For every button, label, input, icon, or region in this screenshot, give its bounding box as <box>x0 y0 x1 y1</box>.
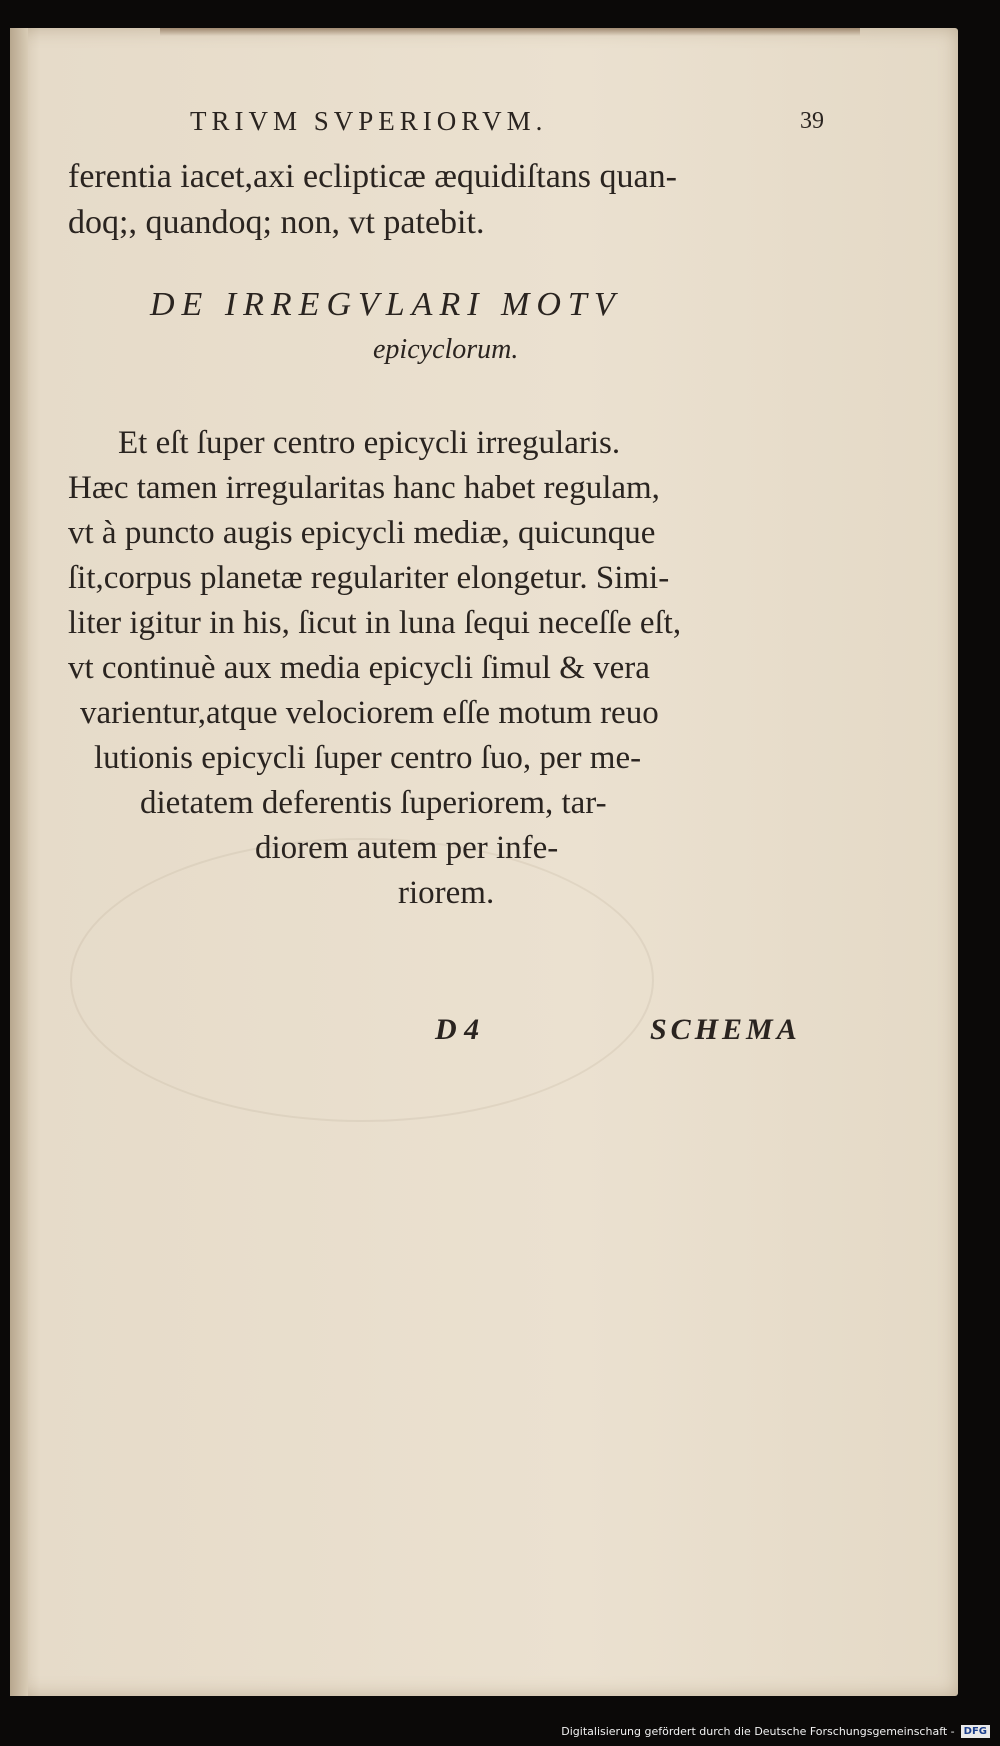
body-line: ſit,corpus planetæ regulariter elongetur. Simi- <box>68 560 670 596</box>
body-line: liter igitur in his, ſicut in luna ſequi neceſſe eſt, <box>68 605 682 641</box>
text-line: ferentia iacet,axi eclipticæ æquidiſtans quan- <box>68 158 677 195</box>
body-line: diorem autem per infe- <box>255 830 559 866</box>
catchword: SCHEMA <box>650 1013 801 1046</box>
body-line: vt à puncto augis epicycli mediæ, quicunque <box>68 515 656 551</box>
dfg-logo-icon: DFG <box>961 1725 990 1738</box>
body-line: lutionis epicycli ſuper centro ſuo, per me- <box>94 740 642 776</box>
page-number: 39 <box>800 108 824 134</box>
show-through-circle <box>70 838 654 1122</box>
page-gutter-edge <box>10 28 28 1696</box>
top-edge-stain <box>160 28 860 36</box>
body-line: vt continuè aux media epicycli ſimul & vera <box>68 650 650 686</box>
digitization-footer <box>561 1725 990 1738</box>
section-heading: DE IRREGVLARI MOTV <box>150 286 622 323</box>
footer-credit: Digitalisierung gefördert durch die Deutsche Forschungsgemeinschaft - <box>561 1725 955 1738</box>
book-page <box>10 28 958 1696</box>
text-line: doq;, quandoq; non, vt patebit. <box>68 204 485 241</box>
body-line: riorem. <box>398 875 495 911</box>
body-line: Hæc tamen irregularitas hanc habet regulam, <box>68 470 660 506</box>
running-head: TRIVM SVPERIORVM. <box>190 106 548 136</box>
body-line: varientur,atque velociorem eſſe motum reuo <box>80 695 659 731</box>
section-subheading: epicyclorum. <box>373 334 519 365</box>
body-line: dietatem deferentis ſuperiorem, tar- <box>140 785 607 821</box>
signature-mark: D 4 <box>435 1013 480 1046</box>
body-line: Et eſt ſuper centro epicycli irregularis. <box>118 425 621 461</box>
